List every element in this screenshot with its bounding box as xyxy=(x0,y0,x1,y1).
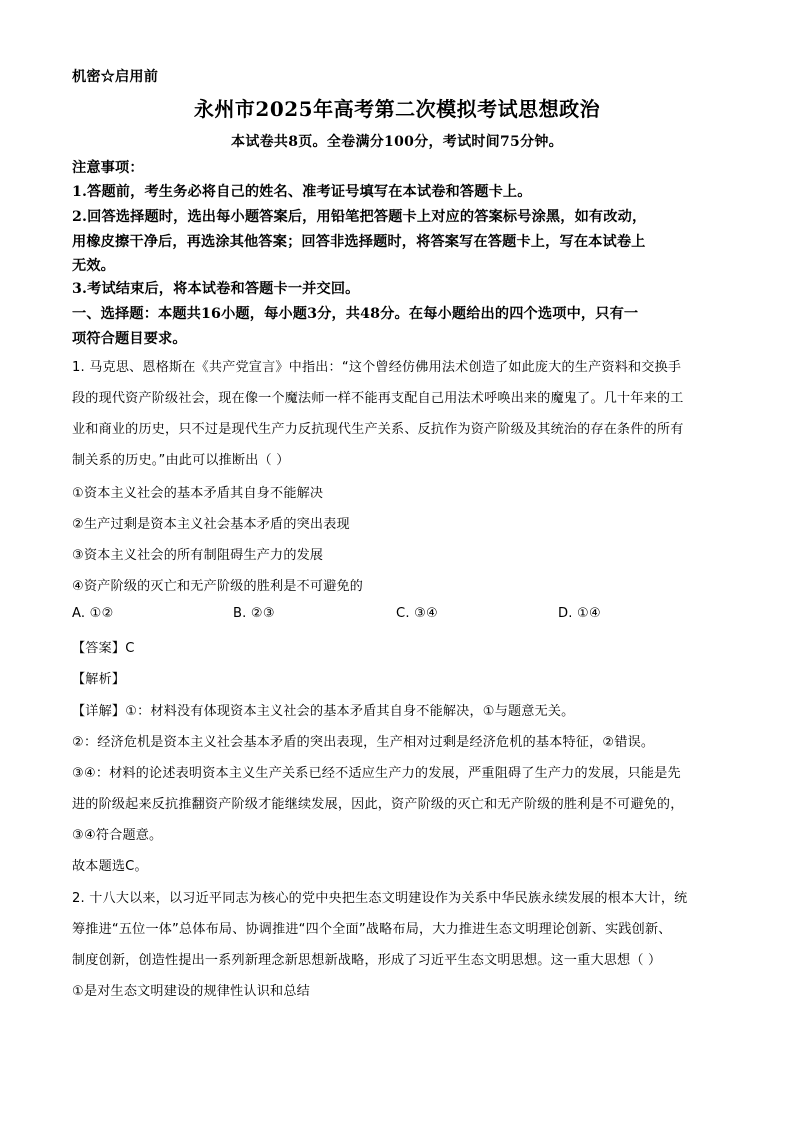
q1-detail-line: ②：经济危机是资本主义社会基本矛盾的突出表现，生产相对过剩是经济危机的基本特征，②错误。 xyxy=(72,735,655,750)
section-heading: 一、选择题：本题共16小题，每小题3分，共48分。在每小题给出的四个选项中，只有一 xyxy=(72,306,639,322)
q1-detail-line: 进的阶级起来反抗推翻资产阶级才能继续发展，因此，资产阶级的灭亡和无产阶级的胜利是不可避免的， xyxy=(72,797,684,812)
q1-stem-line: 段的现代资产阶级社会，现在像一个魔法师一样不能再支配自己用法术呼唤出来的魔鬼了。几十年来的工 xyxy=(72,391,684,406)
notice-line: 2.回答选择题时，选出每小题答案后，用铅笔把答题卡上对应的答案标号涂黑，如有改动， xyxy=(72,209,647,225)
notice-line: 无效。 xyxy=(72,258,116,274)
q1-item: ③资本主义社会的所有制阻碍生产力的发展 xyxy=(72,548,324,563)
q2-stem-line: 制度创新，创造性提出一系列新理念新思想新战略，形成了习近平生态文明思想。这一重大思想（ ） xyxy=(72,953,662,968)
q1-stem-line: 业和商业的历史，只不过是现代生产力反抗现代生产关系、反抗作为资产阶级及其统治的存在条件的所有 xyxy=(72,422,684,437)
notice-line: 3.考试结束后，将本试卷和答题卡一并交回。 xyxy=(72,281,360,297)
q2-stem-line: 2. 十八大以来，以习近平同志为核心的党中央把生态文明建设作为关系中华民族永续发展的根本大计，统 xyxy=(72,891,688,906)
q2-stem-line: 筹推进“五位一体”总体布局、协调推进“四个全面”战略布局，大力推进生态文明理论创新、实践创新、 xyxy=(72,922,672,937)
page-title: 永州市2025年高考第二次模拟考试思想政治 xyxy=(193,97,601,121)
q1-answer xyxy=(72,637,135,656)
confidential-mark: 机密☆启用前 xyxy=(72,69,159,85)
q1-option-d: D. ①④ xyxy=(558,606,601,621)
answer-label: 【答案】 xyxy=(72,641,126,656)
q1-analysis-label: 【解析】 xyxy=(72,672,126,687)
q1-item: ②生产过剩是资本主义社会基本矛盾的突出表现 xyxy=(72,517,350,532)
q1-conclusion: 故本题选C。 xyxy=(72,859,148,874)
notice-heading: 注意事项： xyxy=(72,160,144,176)
q1-item: ①资本主义社会的基本矛盾其自身不能解决 xyxy=(72,486,324,501)
q1-option-b: B. ②③ xyxy=(233,606,275,621)
q1-item: ④资产阶级的灭亡和无产阶级的胜利是不可避免的 xyxy=(72,579,364,594)
q1-detail-line: ③④：材料的论述表明资本主义生产关系已经不适应生产力的发展，严重阻碍了生产力的发展，只能是先 xyxy=(72,766,681,781)
q1-option-c: C. ③④ xyxy=(396,606,438,621)
q1-option-a: A. ①② xyxy=(72,606,114,621)
detail-text: ①：材料没有体现资本主义社会的基本矛盾其自身不能解决，①与题意无关。 xyxy=(125,704,575,719)
q1-stem-line: 制关系的历史。”由此可以推断出（ ） xyxy=(72,453,290,468)
notice-line: 用橡皮擦干净后，再选涂其他答案；回答非选择题时，将答案写在答题卡上，写在本试卷上 xyxy=(72,234,646,250)
detail-label: 【详解】 xyxy=(72,704,126,719)
section-heading-cont: 项符合题目要求。 xyxy=(72,331,187,347)
notice-line: 1.答题前，考生务必将自己的姓名、准考证号填写在本试卷和答题卡上。 xyxy=(72,184,532,200)
exam-info: 本试卷共8页。全卷满分100分，考试时间75分钟。 xyxy=(231,134,563,150)
q2-item: ①是对生态文明建设的规律性认识和总结 xyxy=(72,984,310,999)
q1-detail xyxy=(72,700,574,719)
answer-value: C xyxy=(125,641,135,656)
q1-detail-line: ③④符合题意。 xyxy=(72,828,163,843)
q1-stem-line: 1. 马克思、恩格斯在《共产党宣言》中指出：“这个曾经仿佛用法术创造了如此庞大的生产资料和交换手 xyxy=(72,360,682,375)
